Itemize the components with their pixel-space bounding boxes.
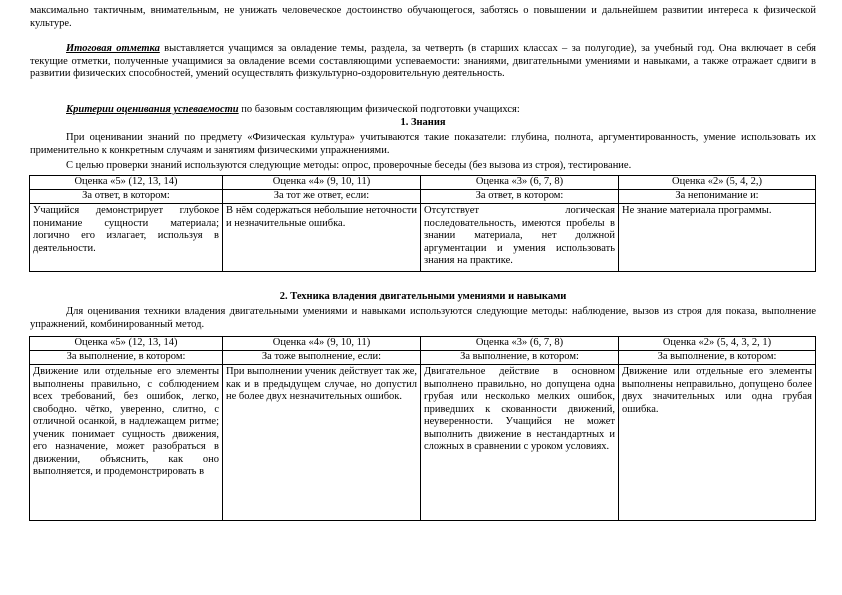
section1-paragraph-2: С целью проверки знаний используются следующие методы: опрос, проверочные беседы (без вызова из строя), тестирование. (66, 160, 632, 171)
final-grade-text: выставляется учащимся за овладение темы, раздела, за четверть (в старших классах – за полугодие), за учебный год. Она включает в себя текущие отметки, полученные учащимися за овладение всеми составляющими успеваемости: знаниями, двигательными умениями и навыками, а также отражает сдвиги в развитии физических способностей, умений осуществлять физкультурно-оздоровительную деятельность. (30, 43, 816, 79)
table-subheader-row (30, 351, 816, 365)
table-subheader-cell: За ответ, в котором: (421, 190, 619, 204)
table-header-cell: Оценка «2» (5, 4, 3, 2, 1) (619, 337, 816, 351)
section2-paragraph-1: Для оценивания техники владения двигательными умениями и навыками используются следующие методы: наблюдение, вызов из строя для показа, выполнение упражнений, комбинированный метод. (30, 306, 816, 330)
final-grade-paragraph (30, 43, 816, 81)
table-cell: Отсутствует логическая последовательность, имеются пробелы в знании материала, нет должной аргументации и умения использовать знания на практике. (421, 204, 619, 272)
table-subheader-cell: За выполнение, в котором: (30, 351, 223, 365)
table-cell: Учащийся демонстрирует глубокое понимание сущности материала; логично его излагает, используя в деятельности. (30, 204, 223, 272)
table-header-row (30, 337, 816, 351)
table-subheader-cell: За выполнение, в котором: (619, 351, 816, 365)
table-subheader-cell: За выполнение, в котором: (421, 351, 619, 365)
table-header-row (30, 176, 816, 190)
section1-heading: 1. Знания (400, 117, 446, 128)
criteria-paragraph (30, 104, 816, 117)
table-cell: Не знание материала программы. (619, 204, 816, 272)
table-subheader-row (30, 190, 816, 204)
table-subheader-cell: За непонимание и: (619, 190, 816, 204)
table-subheader-cell: За тот же ответ, если: (223, 190, 421, 204)
section1-paragraph-1: При оценивании знаний по предмету «Физическая культура» учитываются такие показатели: глубина, полнота, аргументированность, умение использовать их применительно к конкретным случаям и занятиям физическими упражнениями. (30, 132, 816, 156)
table-cell: Двигательное действие в основном выполнено правильно, но допущена одна грубая или несколько мелких ошибок, приведших к скованности движений, неуверенности. Учащийся не может выполнить движение в нестандартных и сложных в сравнении с уроком условиях. (421, 365, 619, 521)
final-grade-term: Итоговая отметка (66, 43, 160, 54)
knowledge-table (29, 175, 816, 272)
table-subheader-cell: За тоже выполнение, если: (223, 351, 421, 365)
table-subheader-cell: За ответ, в котором: (30, 190, 223, 204)
intro-paragraph (30, 5, 816, 30)
table-header-cell: Оценка «5» (12, 13, 14) (30, 176, 223, 190)
table-cell: Движение или отдельные его элементы выполнены правильно, с соблюдением всех требований, без ошибок, легко, свободно. чётко, уверенно, слитно, с отличной осанкой, в надлежащем ритме; ученик понимает сущность движения, его назначение, может разобраться в движении, объяснить, как оно выполняется, и продемонстрировать в (30, 365, 223, 521)
section2-heading: 2. Техника владения двигательными умениями и навыками (279, 291, 567, 302)
table-header-cell: Оценка «2» (5, 4, 2,) (619, 176, 816, 190)
table-cell: При выполнении ученик действует так же, как и в предыдущем случае, но допустил не более двух незначительных ошибок. (223, 365, 421, 521)
table-row (30, 365, 816, 521)
table-header-cell: Оценка «4» (9, 10, 11) (223, 176, 421, 190)
criteria-term: Критерии оценивания успеваемости (66, 104, 239, 115)
table-cell: В нём содержаться небольшие неточности и незначительные ошибка. (223, 204, 421, 272)
table-header-cell: Оценка «4» (9, 10, 11) (223, 337, 421, 351)
table-header-cell: Оценка «5» (12, 13, 14) (30, 337, 223, 351)
table-header-cell: Оценка «3» (6, 7, 8) (421, 337, 619, 351)
technique-table (29, 336, 816, 521)
table-cell: Движение или отдельные его элементы выполнены неправильно, допущено более двух значительных или одна грубая ошибка. (619, 365, 816, 521)
table-header-cell: Оценка «3» (6, 7, 8) (421, 176, 619, 190)
intro-text: максимально тактичным, внимательным, не унижать человеческое достоинство обучающегося, заботясь о повышении и дальнейшем развитии интереса к физической культуре. (30, 5, 816, 29)
criteria-text: по базовым составляющим физической подготовки учащихся: (238, 104, 520, 115)
table-row (30, 204, 816, 272)
